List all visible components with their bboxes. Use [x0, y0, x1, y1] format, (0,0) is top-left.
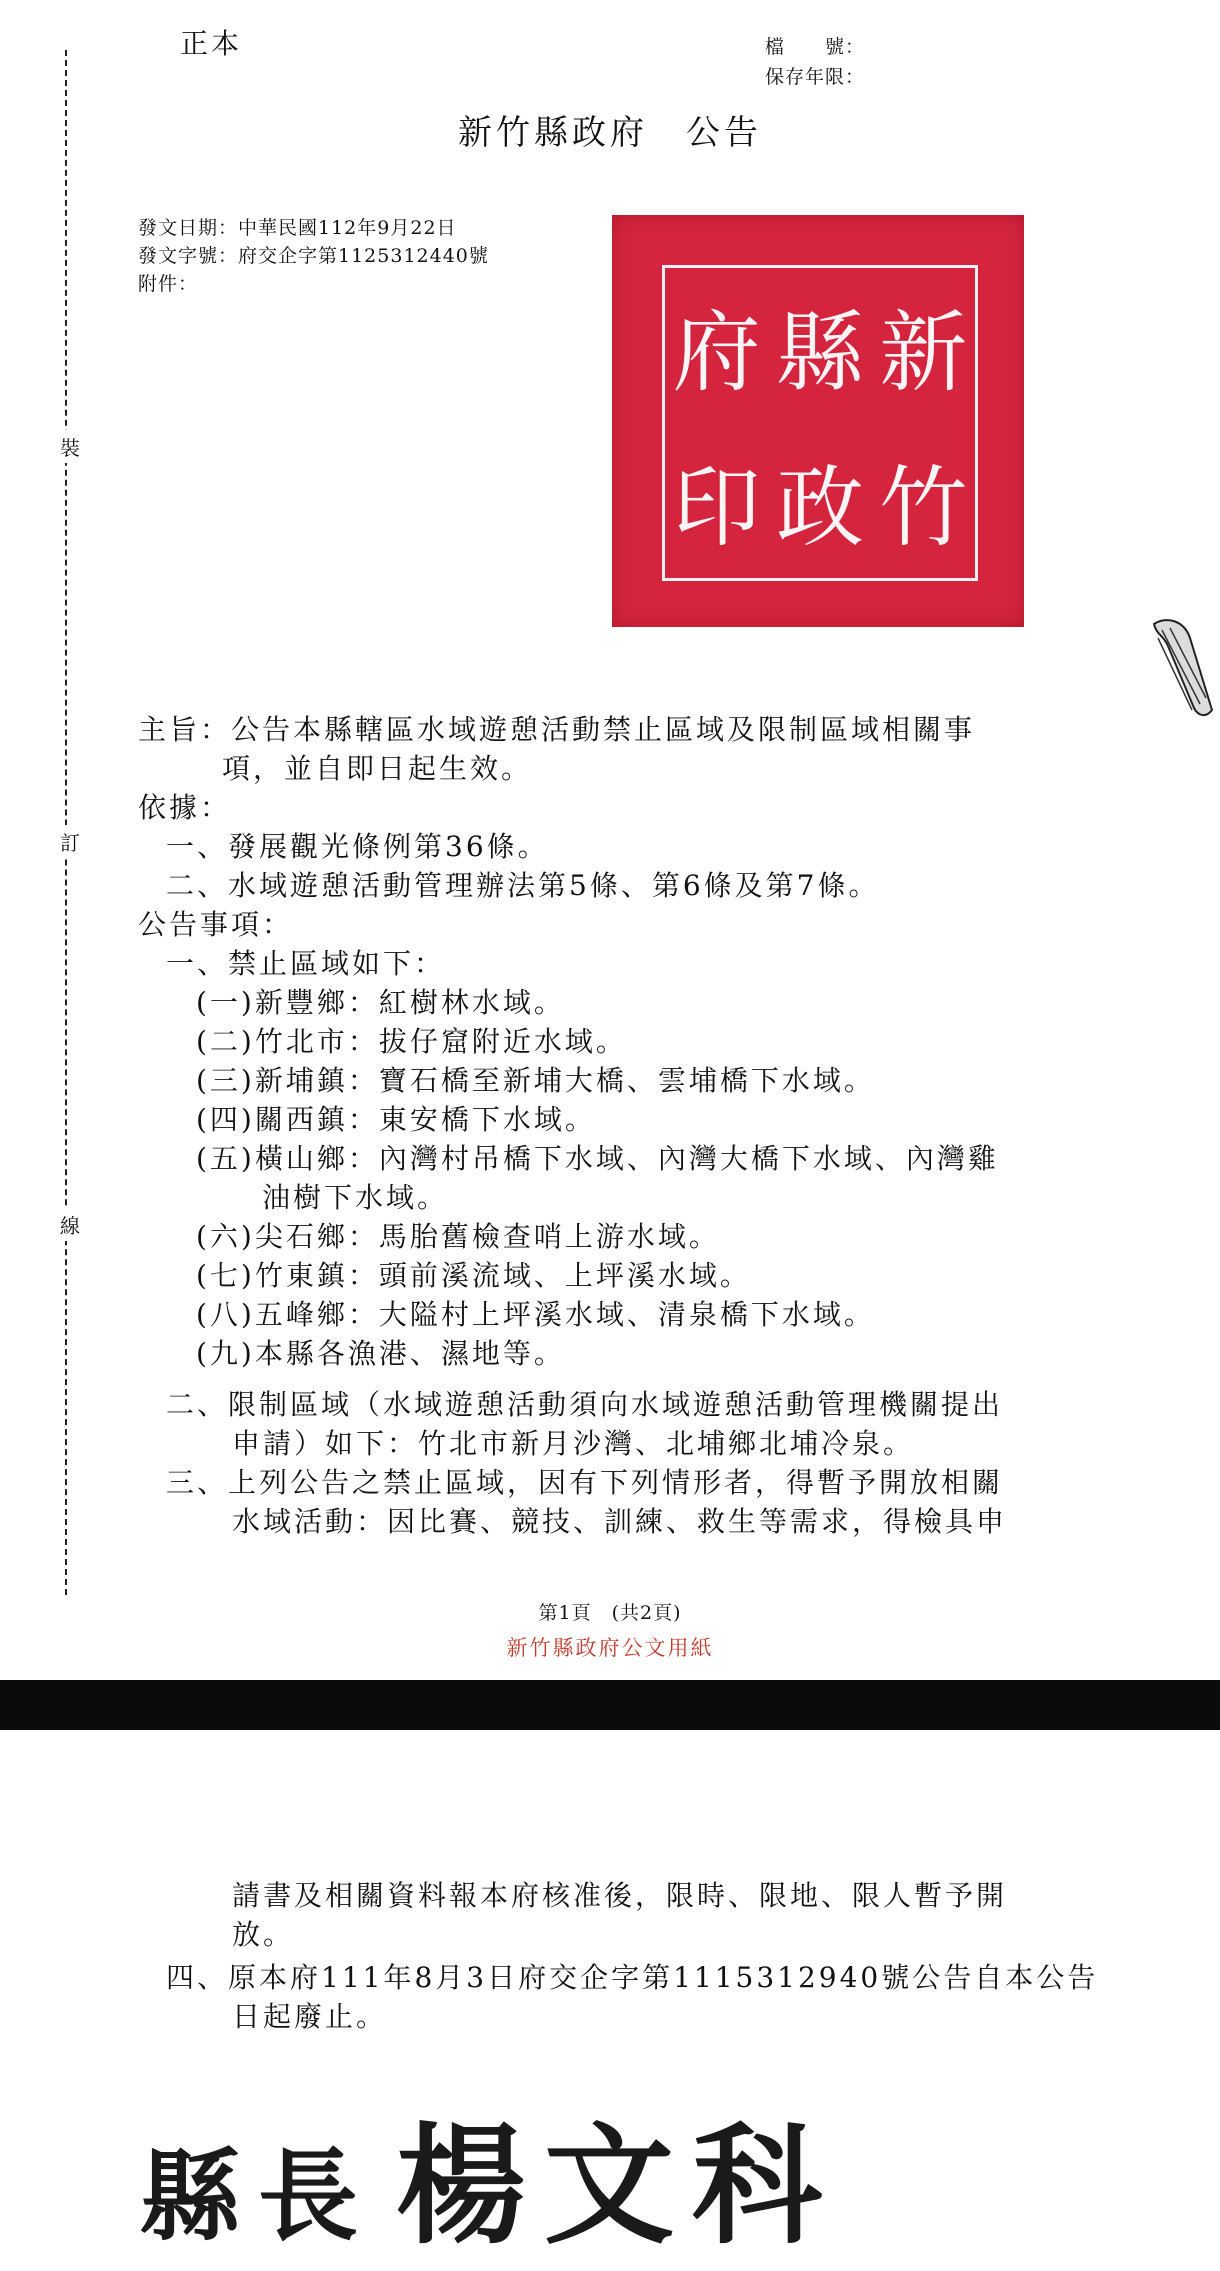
subject-line-1: 主旨：公告本縣轄區水域遊憩活動禁止區域及限制區域相關事 — [138, 713, 976, 746]
prohibited-zone-item: (九)本縣各漁港、濕地等。 — [196, 1337, 565, 1370]
prohibited-zone-item-cont: 油樹下水域。 — [262, 1181, 449, 1214]
prohibited-zone-item: (六)尖石鄉：馬胎舊檢查哨上游水域。 — [196, 1220, 720, 1253]
signature-title: 縣長 — [140, 2137, 376, 2255]
prohibited-zone-item: (八)五峰鄉：大隘村上坪溪水域、清泉橋下水域。 — [196, 1298, 875, 1331]
prohibited-zone-item: (五)橫山鄉：內灣村吊橋下水域、內灣大橋下水域、內灣雞 — [196, 1142, 999, 1175]
notice-item-4-line-1: 四、原本府111年8月3日府交企字第1115312940號公告自本公告 — [166, 1961, 1099, 1994]
notice-item-2-line-2: 申請）如下：竹北市新月沙灣、北埔鄉北埔冷泉。 — [232, 1427, 915, 1460]
notice-item-3-line-1: 三、上列公告之禁止區域，因有下列情形者，得暫予開放相關 — [166, 1466, 1004, 1499]
official-paper-name: 新竹縣政府公文用紙 — [506, 1636, 714, 1660]
notice-item-2-line-1: 二、限制區域（水域遊憩活動須向水域遊憩活動管理機關提出 — [166, 1388, 1004, 1421]
signature-name: 楊文科 — [396, 2109, 841, 2262]
page-divider — [0, 1680, 1220, 1730]
prohibited-zone-item: (七)竹東鎮：頭前溪流域、上坪溪水域。 — [196, 1259, 751, 1292]
attachment-line: 附件： — [138, 273, 199, 295]
file-number-label: 檔 號： — [765, 36, 866, 58]
document-number-line: 發文字號：府交企字第1125312440號 — [138, 245, 489, 267]
prohibited-zone-item: (二)竹北市：拔仔窟附近水域。 — [196, 1025, 627, 1058]
basis-item: 二、水域遊憩活動管理辦法第5條、第6條及第7條。 — [166, 869, 880, 902]
seal-char: 政 — [775, 455, 864, 559]
copy-type-label: 正本 — [180, 27, 243, 60]
issue-date-line: 發文日期：中華民國112年9月22日 — [138, 217, 457, 239]
seal-char: 新 — [879, 300, 968, 404]
notice-item-1-label: 一、禁止區域如下： — [166, 947, 446, 980]
notice-item-3-line-3: 請書及相關資料報本府核准後，限時、限地、限人暫予開 — [232, 1879, 1008, 1912]
document-title: 新竹縣政府 公告 — [458, 113, 762, 153]
binding-margin-line — [65, 50, 67, 1595]
notice-item-3-line-2: 水域活動：因比賽、競技、訓練、救生等需求，得檢具申 — [232, 1505, 1008, 1538]
binding-mark-ding: 訂 — [60, 825, 80, 858]
binding-mark-xian: 線 — [60, 1208, 80, 1241]
seal-frame — [662, 265, 978, 581]
county-magistrate-signature — [140, 2082, 840, 2269]
seal-char: 縣 — [775, 300, 864, 404]
subject-line-2: 項，並自即日起生效。 — [222, 752, 533, 785]
page-number: 第1頁 (共2頁) — [538, 1602, 682, 1624]
paper-clip-edge-icon — [1146, 612, 1216, 722]
prohibited-zone-item: (三)新埔鎮：寶石橋至新埔大橋、雲埔橋下水域。 — [196, 1064, 875, 1097]
binding-mark-zhuang: 裝 — [60, 430, 80, 463]
notice-item-3-line-4: 放。 — [232, 1918, 295, 1951]
seal-char: 印 — [672, 455, 761, 559]
prohibited-zone-item: (一)新豐鄉：紅樹林水域。 — [196, 986, 565, 1019]
seal-char: 府 — [672, 300, 761, 404]
prohibited-zone-item: (四)關西鎮：東安橋下水域。 — [196, 1103, 596, 1136]
official-seal — [612, 215, 1024, 627]
basis-item: 一、發展觀光條例第36條。 — [166, 830, 549, 863]
notice-items-label: 公告事項： — [138, 908, 294, 941]
retention-period-label: 保存年限： — [765, 66, 866, 88]
seal-char: 竹 — [879, 455, 968, 559]
basis-label: 依據： — [138, 791, 232, 824]
notice-item-4-line-2: 日起廢止。 — [232, 2000, 388, 2033]
